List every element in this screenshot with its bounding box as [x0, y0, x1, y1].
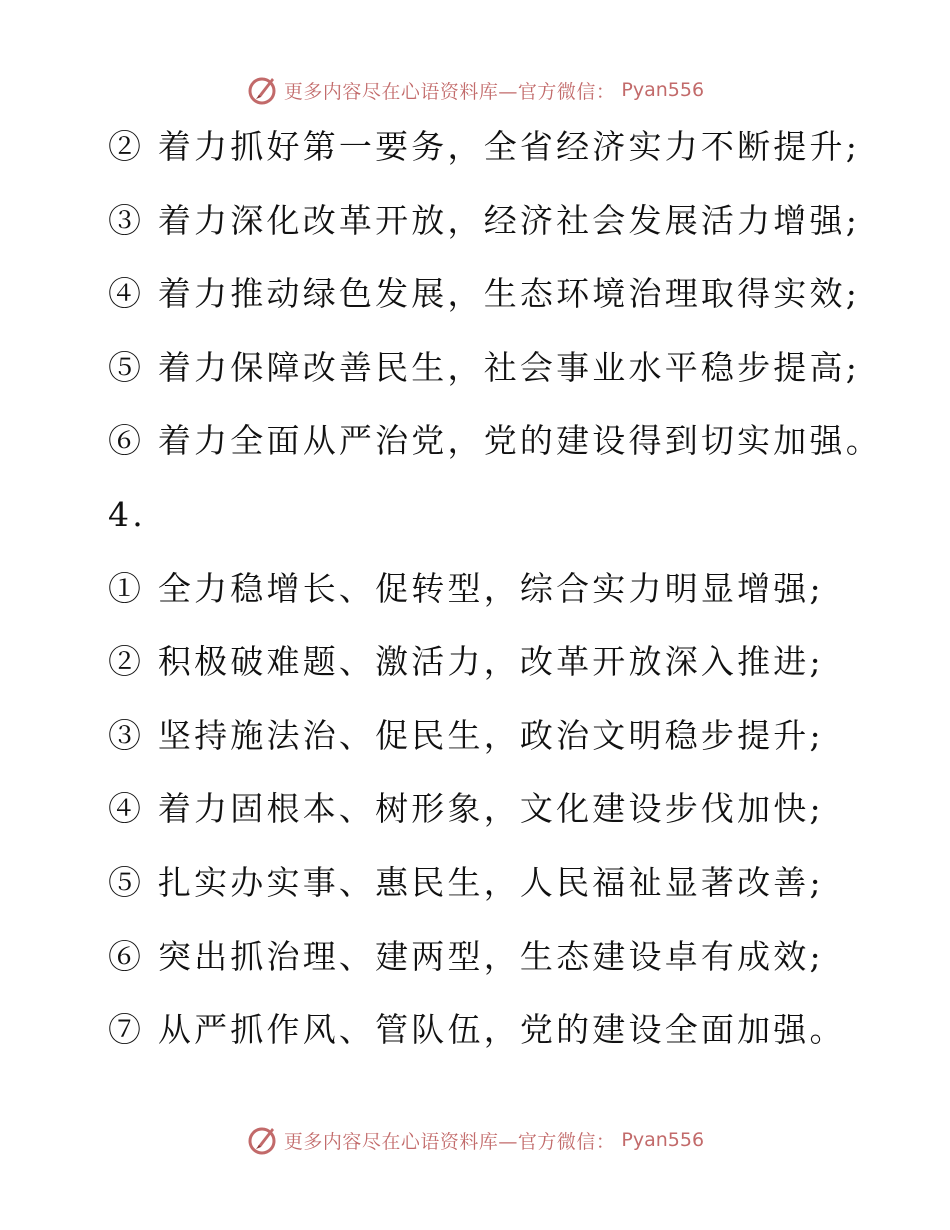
document-body: [108, 122, 928, 1079]
text-line: ⑥ 着力全面从严治党，党的建设得到切实加强。: [108, 421, 882, 461]
text-line: ⑥ 突出抓治理、建两型，生态建设卓有成效;: [108, 936, 824, 976]
quill-logo-icon: [246, 1124, 278, 1156]
section-number: 4.: [108, 494, 146, 534]
text-line: ⑤ 着力保障改善民生，社会事业水平稳步提高;: [108, 347, 861, 387]
text-line: ⑤ 扎实办实事、惠民生，人民福祉显著改善;: [108, 862, 824, 902]
text-line: ② 积极破难题、激活力，改革开放深入推进;: [108, 642, 824, 682]
text-line: ④ 着力推动绿色发展，生态环境治理取得实效;: [108, 274, 861, 314]
watermark-header: [0, 70, 950, 110]
watermark-brand: Pyan556: [621, 1129, 705, 1151]
text-line: ⑦ 从严抓作风、管队伍，党的建设全面加强。: [108, 1010, 846, 1050]
watermark-text: 更多内容尽在心语资料库—官方微信：: [283, 1130, 616, 1153]
text-line: ② 着力抓好第一要务，全省经济实力不断提升;: [108, 127, 861, 166]
watermark-brand: Pyan556: [621, 79, 705, 101]
text-line: ① 全力稳增长、促转型，综合实力明显增强;: [108, 568, 824, 608]
watermark-footer: [0, 1120, 950, 1160]
text-line: ③ 着力深化改革开放，经济社会发展活力增强;: [108, 200, 861, 240]
quill-logo-icon: [246, 74, 278, 106]
text-line: ③ 坚持施法治、促民生，政治文明稳步提升;: [108, 715, 824, 755]
text-line: ④ 着力固根本、树形象，文化建设步伐加快;: [108, 789, 824, 829]
watermark-text: 更多内容尽在心语资料库—官方微信：: [283, 80, 616, 103]
